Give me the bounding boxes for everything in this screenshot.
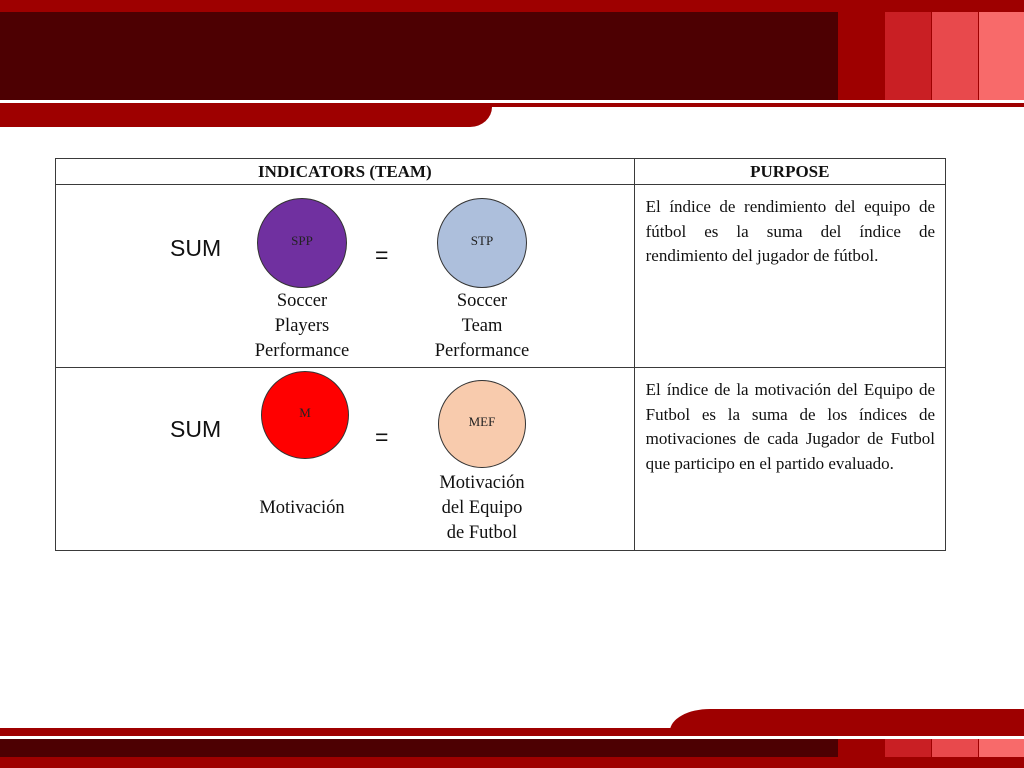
purpose-cell — [634, 368, 945, 551]
caption-line: Players — [274, 316, 330, 336]
bottom-accent-square-2 — [932, 739, 978, 757]
table-row — [56, 185, 946, 368]
top-banner-strip — [0, 0, 1024, 12]
equals-sign: = — [375, 242, 389, 268]
caption-line: Performance — [254, 341, 350, 361]
spp-caption — [227, 289, 377, 364]
mef-circle-label: MEF — [468, 414, 496, 429]
caption-line: Team — [461, 316, 503, 336]
table-header-row — [56, 159, 946, 185]
purpose-cell — [634, 185, 945, 368]
bottom-banner-dark-panel — [0, 739, 838, 757]
bottom-accent-square-3 — [979, 739, 1024, 757]
sum-label: SUM — [170, 416, 222, 442]
m-caption — [227, 496, 377, 521]
bottom-red-bar — [0, 728, 1024, 736]
top-accent-square-1 — [885, 12, 931, 100]
m-circle-label: M — [299, 405, 311, 420]
mef-caption — [407, 471, 557, 546]
purpose-text: El índice de rendimiento del equipo de fútbol es la suma del índice de rendimiento del jugador de fútbol. — [645, 197, 935, 266]
caption-line: de Futbol — [446, 523, 518, 543]
header-purpose: PURPOSE — [634, 159, 945, 185]
caption-line: Motivación — [259, 498, 345, 518]
indicator-formula-cell — [56, 185, 635, 368]
equals-sign: = — [375, 424, 389, 450]
caption-line: Soccer — [276, 291, 328, 311]
caption-line: Performance — [434, 341, 530, 361]
m-circle — [261, 371, 349, 459]
indicators-table — [55, 158, 946, 551]
top-red-tab — [0, 107, 492, 127]
bottom-accent-square-1 — [885, 739, 931, 757]
purpose-text: El índice de la motivación del Equipo de Futbol es la suma de los índices de motivaciones de cada Jugador de Futbol que participo en el partido evaluado. — [645, 380, 935, 473]
table-row — [56, 368, 946, 551]
stp-caption — [407, 289, 557, 364]
top-accent-square-3 — [979, 12, 1024, 100]
sum-label: SUM — [170, 235, 222, 261]
header-indicators: INDICATORS (TEAM) — [56, 159, 635, 185]
mef-circle — [438, 380, 526, 468]
top-banner-dark-panel — [0, 12, 838, 100]
stp-circle-label: STP — [470, 233, 494, 248]
caption-line: Soccer — [456, 291, 508, 311]
caption-line: Motivación — [439, 473, 525, 493]
stp-circle — [437, 198, 527, 288]
spp-circle — [257, 198, 347, 288]
top-accent-square-2 — [932, 12, 978, 100]
caption-line: del Equipo — [441, 498, 523, 518]
bottom-banner-strip — [0, 757, 1024, 768]
indicator-formula-cell — [56, 368, 635, 551]
spp-circle-label: SPP — [291, 233, 313, 248]
